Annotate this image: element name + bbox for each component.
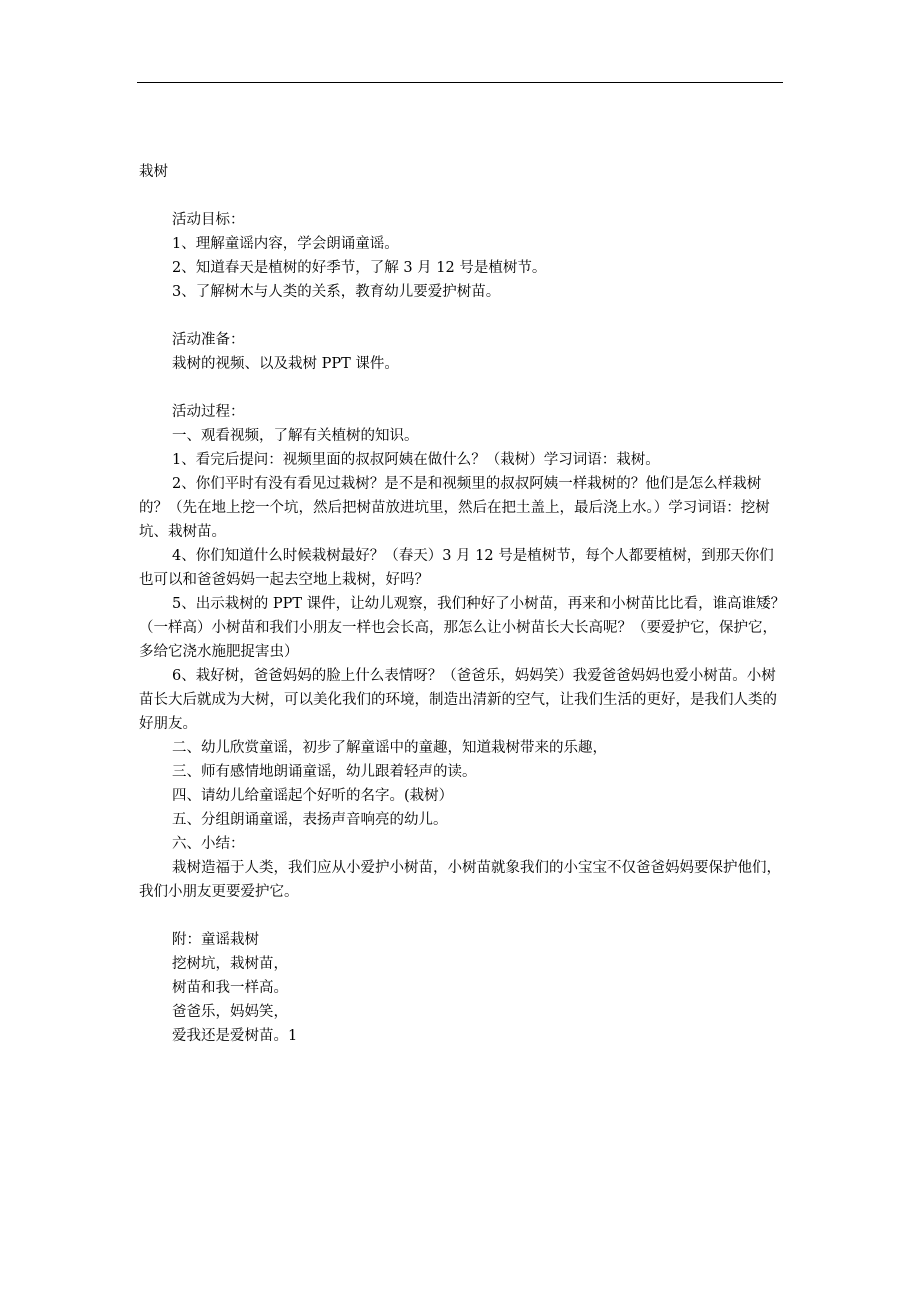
preparation-section [139,328,787,376]
poem-line: 爸爸乐，妈妈笑， [172,1004,288,1020]
summary-text: 栽树造福于人类，我们应从小爱护小树苗，小树苗就象我们的小宝宝不仅爸爸妈妈要保护他们，我们小朋友更要爱护它。 [139,860,781,900]
process-step: 一、观看视频，了解有关植树的知识。 [172,428,419,444]
process-step: 4、你们知道什么时候栽树最好？（春天）3 月 12 号是植树节，每个人都要植树，到那天你们也可以和爸爸妈妈一起去空地上栽树，好吗？ [139,548,774,588]
goal-item: 3、了解树木与人类的关系，教育幼儿要爱护树苗。 [172,284,501,300]
spacer [139,904,787,928]
appendix-section [139,928,787,1048]
process-step: 1、看完后提问：视频里面的叔叔阿姨在做什么？（栽树）学习词语：栽树。 [172,452,660,468]
poem-line: 挖树坑，栽树苗， [172,956,288,972]
header-rule [137,82,783,83]
process-step: 四、请幼儿给童谣起个好听的名字。(栽树） [172,788,454,804]
process-step: 六、小结： [172,836,245,852]
process-step: 三、师有感情地朗诵童谣，幼儿跟着轻声的读。 [172,764,477,780]
process-step: 五、分组朗诵童谣，表扬声音响亮的幼儿。 [172,812,448,828]
document-title: 栽树 [139,164,168,180]
spacer [139,184,787,208]
spacer [139,376,787,400]
spacer [139,304,787,328]
process-heading: 活动过程： [172,404,245,420]
process-step: 6、栽好树，爸爸妈妈的脸上什么表情呀？（爸爸乐，妈妈笑）我爱爸爸妈妈也爱小树苗。小树苗长大后就成为大树，可以美化我们的环境，制造出清新的空气，让我们生活的更好，是我们人类的好朋友。 [139,668,777,732]
appendix-heading: 附：童谣栽树 [172,932,259,948]
document-body [139,160,787,1048]
poem-line: 爱我还是爱树苗。1 [172,1028,298,1044]
preparation-heading: 活动准备： [172,332,245,348]
process-step: 2、你们平时有没有看见过栽树？是不是和视频里的叔叔阿姨一样栽树的？他们是怎么样栽树的？（先在地上挖一个坑，然后把树苗放进坑里，然后在把土盖上，最后浇上水。）学习词语：挖树坑、栽树苗。 [139,476,770,540]
process-step: 5、出示栽树的 PPT 课件，让幼儿观察，我们种好了小树苗，再来和小树苗比比看，谁高谁矮？（一样高）小树苗和我们小朋友一样也会长高，那怎么让小树苗长大长高呢？（要爱护它，保护它，多给它浇水施肥捉害虫） [139,596,786,660]
process-step: 二、幼儿欣赏童谣，初步了解童谣中的童趣，知道栽树带来的乐趣， [172,740,607,756]
preparation-text: 栽树的视频、以及栽树 PPT 课件。 [172,356,399,372]
goals-heading: 活动目标： [172,212,245,228]
poem-line: 树苗和我一样高。 [172,980,288,996]
process-section [139,400,787,904]
goal-item: 1、理解童谣内容，学会朗诵童谣。 [172,236,399,252]
goal-item: 2、知道春天是植树的好季节，了解 3 月 12 号是植树节。 [172,260,547,276]
goals-section [139,208,787,304]
